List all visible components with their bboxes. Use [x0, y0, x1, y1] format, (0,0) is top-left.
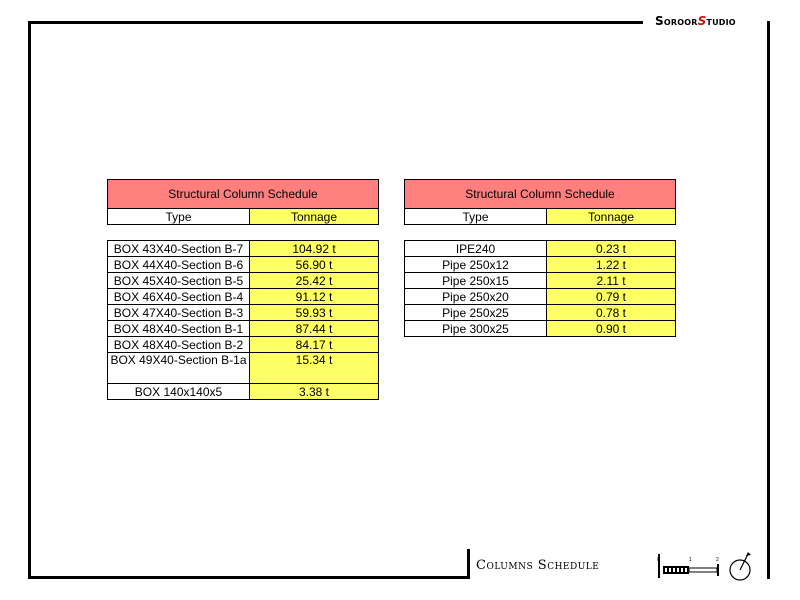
sheet-title: Columns Schedule: [476, 558, 600, 573]
cell-tonnage: 87.44 t: [250, 321, 379, 337]
cell-tonnage: 91.12 t: [250, 289, 379, 305]
frame-left-border: [28, 21, 31, 579]
column-schedule-table-left: [107, 179, 379, 400]
table-row: [108, 273, 379, 289]
table-row: [108, 337, 379, 353]
row-spacer: [405, 225, 676, 241]
cell-type: IPE240: [405, 241, 547, 257]
cell-tonnage: 0.23 t: [547, 241, 676, 257]
table-row: [405, 241, 676, 257]
cell-type: BOX 45X40-Section B-5: [108, 273, 250, 289]
table-row: [108, 321, 379, 337]
table-row: [405, 305, 676, 321]
column-schedule-table-right: [404, 179, 676, 337]
column-header-type: Type: [405, 209, 547, 225]
table-row: [108, 289, 379, 305]
cell-type: BOX 48X40-Section B-1: [108, 321, 250, 337]
brand-logo: SoroorStudio: [655, 14, 736, 28]
scale-north-icon: [655, 548, 760, 582]
cell-tonnage: 3.38 t: [250, 384, 379, 400]
cell-type: Pipe 250x15: [405, 273, 547, 289]
cell-type: Pipe 300x25: [405, 321, 547, 337]
column-header-type: Type: [108, 209, 250, 225]
table-row: [405, 321, 676, 337]
cell-type: BOX 44X40-Section B-6: [108, 257, 250, 273]
cell-tonnage: 2.11 t: [547, 273, 676, 289]
frame-top-border: [28, 21, 643, 24]
cell-type: Pipe 250x25: [405, 305, 547, 321]
frame-bottom-border: [28, 576, 470, 579]
cell-tonnage: 1.22 t: [547, 257, 676, 273]
cell-type: Pipe 250x12: [405, 257, 547, 273]
table-title: Structural Column Schedule: [405, 180, 676, 209]
table-row: [108, 384, 379, 400]
cell-type: BOX 47X40-Section B-3: [108, 305, 250, 321]
cell-tonnage: 84.17 t: [250, 337, 379, 353]
table-row: [108, 353, 379, 384]
table-row: [108, 241, 379, 257]
scale-tick-label: 1: [689, 557, 692, 563]
table-row: [405, 257, 676, 273]
cell-tonnage: 0.90 t: [547, 321, 676, 337]
cell-type: BOX 43X40-Section B-7: [108, 241, 250, 257]
table-row: [405, 289, 676, 305]
cell-tonnage: 0.78 t: [547, 305, 676, 321]
table-row: [405, 273, 676, 289]
cell-type: BOX 140x140x5: [108, 384, 250, 400]
row-spacer: [108, 225, 379, 241]
title-block-divider: [467, 549, 470, 579]
scale-tick-label: 2: [716, 557, 719, 563]
cell-tonnage: 0.79 t: [547, 289, 676, 305]
cell-tonnage: 25.42 t: [250, 273, 379, 289]
cell-type: BOX 48X40-Section B-2: [108, 337, 250, 353]
cell-type: BOX 49X40-Section B-1a: [108, 353, 250, 384]
cell-type: BOX 46X40-Section B-4: [108, 289, 250, 305]
column-header-tonnage: Tonnage: [250, 209, 379, 225]
frame-right-border: [767, 21, 770, 579]
table-row: [108, 305, 379, 321]
column-header-tonnage: Tonnage: [547, 209, 676, 225]
cell-type: Pipe 250x20: [405, 289, 547, 305]
table-row: [108, 257, 379, 273]
cell-tonnage: 104.92 t: [250, 241, 379, 257]
cell-tonnage: 56.90 t: [250, 257, 379, 273]
table-title: Structural Column Schedule: [108, 180, 379, 209]
cell-tonnage: 59.93 t: [250, 305, 379, 321]
cell-tonnage: 15.34 t: [250, 353, 379, 384]
